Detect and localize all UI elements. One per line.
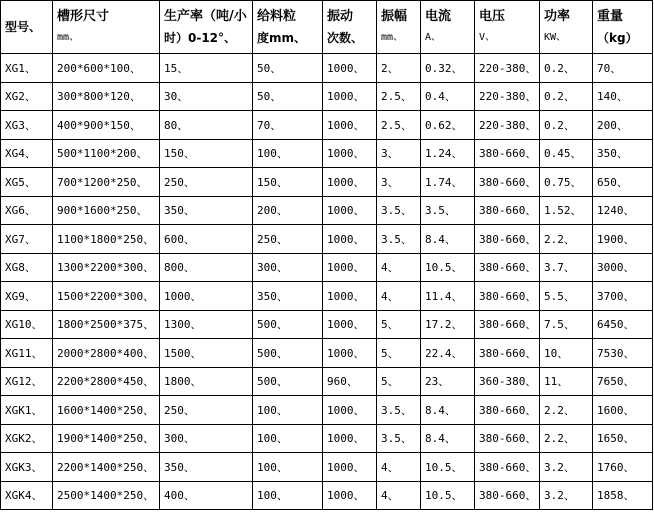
cell-weight: 1900、: [593, 225, 653, 254]
cell-weight: 140、: [593, 82, 653, 111]
cell-vibration: 1000、: [323, 282, 377, 311]
table-row: [1, 54, 653, 83]
header-label: 电压: [479, 9, 506, 24]
cell-vibration: 1000、: [323, 310, 377, 339]
cell-capacity: 600、: [160, 225, 253, 254]
header-cell-amplitude: [377, 1, 421, 54]
cell-feed-size: 350、: [253, 282, 323, 311]
table-row: [1, 82, 653, 111]
cell-capacity: 350、: [160, 453, 253, 482]
cell-feed-size: 100、: [253, 139, 323, 168]
table-row: [1, 481, 653, 510]
header-cell-model: [1, 1, 53, 54]
cell-amplitude: 4、: [377, 282, 421, 311]
header-unit: 次数、: [327, 31, 364, 45]
cell-vibration: 960、: [323, 367, 377, 396]
cell-power: 3.2、: [540, 481, 593, 510]
cell-power: 1.52、: [540, 196, 593, 225]
table-row: [1, 168, 653, 197]
cell-feed-size: 200、: [253, 196, 323, 225]
header-cell-trough-size: [53, 1, 160, 54]
cell-power: 10、: [540, 339, 593, 368]
cell-vibration: 1000、: [323, 424, 377, 453]
cell-power: 3.2、: [540, 453, 593, 482]
cell-feed-size: 100、: [253, 453, 323, 482]
table-row: [1, 139, 653, 168]
cell-current: 10.5、: [421, 453, 475, 482]
table-row: [1, 111, 653, 140]
cell-voltage: 380-660、: [475, 396, 540, 425]
header-label: 重量: [597, 9, 624, 24]
cell-amplitude: 3、: [377, 139, 421, 168]
cell-current: 0.62、: [421, 111, 475, 140]
header-cell-current: [421, 1, 475, 54]
cell-voltage: 360-380、: [475, 367, 540, 396]
cell-trough-size: 1600*1400*250、: [53, 396, 160, 425]
cell-feed-size: 100、: [253, 481, 323, 510]
cell-amplitude: 2.5、: [377, 82, 421, 111]
cell-current: 0.4、: [421, 82, 475, 111]
cell-weight: 650、: [593, 168, 653, 197]
cell-feed-size: 100、: [253, 424, 323, 453]
cell-current: 10.5、: [421, 253, 475, 282]
cell-current: 8.4、: [421, 424, 475, 453]
cell-power: 11、: [540, 367, 593, 396]
header-cell-weight: [593, 1, 653, 54]
table-row: [1, 196, 653, 225]
cell-model: XG3、: [1, 111, 53, 140]
header-label: 振幅: [381, 9, 408, 24]
header-unit: （kg）: [597, 31, 638, 45]
cell-capacity: 1300、: [160, 310, 253, 339]
cell-vibration: 1000、: [323, 168, 377, 197]
cell-power: 0.2、: [540, 54, 593, 83]
cell-power: 7.5、: [540, 310, 593, 339]
cell-trough-size: 2500*1400*250、: [53, 481, 160, 510]
cell-voltage: 380-660、: [475, 282, 540, 311]
header-unit: V、: [479, 32, 496, 43]
cell-voltage: 380-660、: [475, 253, 540, 282]
cell-current: 0.32、: [421, 54, 475, 83]
cell-weight: 1650、: [593, 424, 653, 453]
header-label: 振动: [327, 9, 354, 24]
cell-capacity: 150、: [160, 139, 253, 168]
header-row: [1, 1, 653, 54]
cell-voltage: 380-660、: [475, 310, 540, 339]
cell-voltage: 380-660、: [475, 481, 540, 510]
cell-amplitude: 3.5、: [377, 396, 421, 425]
cell-model: XG10、: [1, 310, 53, 339]
table-row: [1, 367, 653, 396]
cell-current: 1.74、: [421, 168, 475, 197]
cell-amplitude: 2、: [377, 54, 421, 83]
table-row: [1, 453, 653, 482]
cell-amplitude: 3.5、: [377, 225, 421, 254]
cell-feed-size: 100、: [253, 396, 323, 425]
cell-voltage: 380-660、: [475, 168, 540, 197]
cell-weight: 6450、: [593, 310, 653, 339]
cell-trough-size: 2000*2800*400、: [53, 339, 160, 368]
cell-weight: 1760、: [593, 453, 653, 482]
cell-amplitude: 4、: [377, 481, 421, 510]
cell-feed-size: 500、: [253, 310, 323, 339]
cell-weight: 7530、: [593, 339, 653, 368]
header-unit: KW、: [544, 32, 567, 43]
header-label: 生产率（吨/小: [164, 9, 247, 24]
cell-current: 11.4、: [421, 282, 475, 311]
cell-capacity: 80、: [160, 111, 253, 140]
header-label: 给料粒: [257, 9, 297, 24]
cell-capacity: 1800、: [160, 367, 253, 396]
cell-current: 22.4、: [421, 339, 475, 368]
cell-trough-size: 200*600*100、: [53, 54, 160, 83]
cell-trough-size: 1300*2200*300、: [53, 253, 160, 282]
cell-voltage: 380-660、: [475, 139, 540, 168]
cell-model: XG2、: [1, 82, 53, 111]
cell-model: XGK2、: [1, 424, 53, 453]
table-row: [1, 310, 653, 339]
cell-feed-size: 50、: [253, 54, 323, 83]
table-row: [1, 396, 653, 425]
cell-model: XGK3、: [1, 453, 53, 482]
cell-trough-size: 300*800*120、: [53, 82, 160, 111]
cell-power: 0.45、: [540, 139, 593, 168]
cell-current: 3.5、: [421, 196, 475, 225]
cell-trough-size: 1800*2500*375、: [53, 310, 160, 339]
cell-weight: 1858、: [593, 481, 653, 510]
header-unit: mm、: [57, 32, 80, 43]
cell-voltage: 380-660、: [475, 424, 540, 453]
cell-capacity: 30、: [160, 82, 253, 111]
cell-feed-size: 70、: [253, 111, 323, 140]
cell-weight: 350、: [593, 139, 653, 168]
cell-current: 23、: [421, 367, 475, 396]
table-row: [1, 225, 653, 254]
cell-voltage: 380-660、: [475, 453, 540, 482]
table-row: [1, 424, 653, 453]
cell-feed-size: 50、: [253, 82, 323, 111]
header-label: 电流: [425, 9, 452, 24]
cell-current: 1.24、: [421, 139, 475, 168]
cell-vibration: 1000、: [323, 253, 377, 282]
cell-model: XGK4、: [1, 481, 53, 510]
cell-voltage: 380-660、: [475, 339, 540, 368]
cell-model: XGK1、: [1, 396, 53, 425]
header-cell-vibration: [323, 1, 377, 54]
cell-trough-size: 1100*1800*250、: [53, 225, 160, 254]
cell-trough-size: 400*900*150、: [53, 111, 160, 140]
header-unit: A、: [425, 32, 442, 43]
cell-voltage: 220-380、: [475, 82, 540, 111]
cell-vibration: 1000、: [323, 54, 377, 83]
cell-weight: 3700、: [593, 282, 653, 311]
cell-capacity: 300、: [160, 424, 253, 453]
cell-trough-size: 700*1200*250、: [53, 168, 160, 197]
cell-vibration: 1000、: [323, 339, 377, 368]
cell-model: XG11、: [1, 339, 53, 368]
cell-voltage: 220-380、: [475, 111, 540, 140]
cell-power: 3.7、: [540, 253, 593, 282]
cell-vibration: 1000、: [323, 481, 377, 510]
cell-trough-size: 2200*2800*450、: [53, 367, 160, 396]
cell-power: 2.2、: [540, 424, 593, 453]
header-label: 槽形尺寸: [57, 9, 110, 24]
cell-trough-size: 2200*1400*250、: [53, 453, 160, 482]
header-unit: mm、: [381, 32, 404, 43]
cell-vibration: 1000、: [323, 139, 377, 168]
cell-feed-size: 150、: [253, 168, 323, 197]
cell-model: XG5、: [1, 168, 53, 197]
cell-capacity: 250、: [160, 168, 253, 197]
cell-trough-size: 500*1100*200、: [53, 139, 160, 168]
cell-voltage: 220-380、: [475, 54, 540, 83]
header-cell-power: [540, 1, 593, 54]
cell-power: 2.2、: [540, 225, 593, 254]
cell-vibration: 1000、: [323, 111, 377, 140]
cell-power: 5.5、: [540, 282, 593, 311]
table-row: [1, 282, 653, 311]
cell-capacity: 15、: [160, 54, 253, 83]
cell-feed-size: 250、: [253, 225, 323, 254]
cell-feed-size: 300、: [253, 253, 323, 282]
cell-model: XG12、: [1, 367, 53, 396]
cell-model: XG7、: [1, 225, 53, 254]
cell-amplitude: 3.5、: [377, 196, 421, 225]
cell-amplitude: 3、: [377, 168, 421, 197]
cell-power: 2.2、: [540, 396, 593, 425]
cell-feed-size: 500、: [253, 339, 323, 368]
cell-model: XG8、: [1, 253, 53, 282]
cell-weight: 1240、: [593, 196, 653, 225]
cell-model: XG1、: [1, 54, 53, 83]
cell-weight: 1600、: [593, 396, 653, 425]
header-label: 功率: [544, 9, 571, 24]
cell-vibration: 1000、: [323, 396, 377, 425]
cell-vibration: 1000、: [323, 453, 377, 482]
cell-power: 0.75、: [540, 168, 593, 197]
cell-amplitude: 4、: [377, 453, 421, 482]
cell-current: 10.5、: [421, 481, 475, 510]
cell-voltage: 380-660、: [475, 196, 540, 225]
cell-weight: 70、: [593, 54, 653, 83]
header-cell-feed-size: [253, 1, 323, 54]
cell-voltage: 380-660、: [475, 225, 540, 254]
cell-weight: 7650、: [593, 367, 653, 396]
cell-current: 17.2、: [421, 310, 475, 339]
cell-capacity: 400、: [160, 481, 253, 510]
cell-vibration: 1000、: [323, 196, 377, 225]
cell-amplitude: 5、: [377, 310, 421, 339]
header-label: 型号、: [5, 20, 42, 34]
cell-amplitude: 2.5、: [377, 111, 421, 140]
header-unit: 时）0-12°、: [164, 31, 237, 45]
cell-capacity: 1000、: [160, 282, 253, 311]
cell-trough-size: 1500*2200*300、: [53, 282, 160, 311]
cell-amplitude: 3.5、: [377, 424, 421, 453]
cell-amplitude: 4、: [377, 253, 421, 282]
cell-current: 8.4、: [421, 396, 475, 425]
cell-amplitude: 5、: [377, 367, 421, 396]
cell-model: XG4、: [1, 139, 53, 168]
cell-vibration: 1000、: [323, 225, 377, 254]
cell-capacity: 800、: [160, 253, 253, 282]
cell-amplitude: 5、: [377, 339, 421, 368]
cell-capacity: 350、: [160, 196, 253, 225]
cell-trough-size: 900*1600*250、: [53, 196, 160, 225]
header-cell-capacity: [160, 1, 253, 54]
header-unit: 度mm、: [257, 31, 307, 45]
cell-model: XG9、: [1, 282, 53, 311]
cell-feed-size: 500、: [253, 367, 323, 396]
cell-capacity: 1500、: [160, 339, 253, 368]
cell-weight: 200、: [593, 111, 653, 140]
cell-power: 0.2、: [540, 82, 593, 111]
table-row: [1, 253, 653, 282]
cell-capacity: 250、: [160, 396, 253, 425]
cell-trough-size: 1900*1400*250、: [53, 424, 160, 453]
cell-vibration: 1000、: [323, 82, 377, 111]
table-row: [1, 339, 653, 368]
header-cell-voltage: [475, 1, 540, 54]
cell-model: XG6、: [1, 196, 53, 225]
cell-power: 0.2、: [540, 111, 593, 140]
cell-current: 8.4、: [421, 225, 475, 254]
cell-weight: 3000、: [593, 253, 653, 282]
